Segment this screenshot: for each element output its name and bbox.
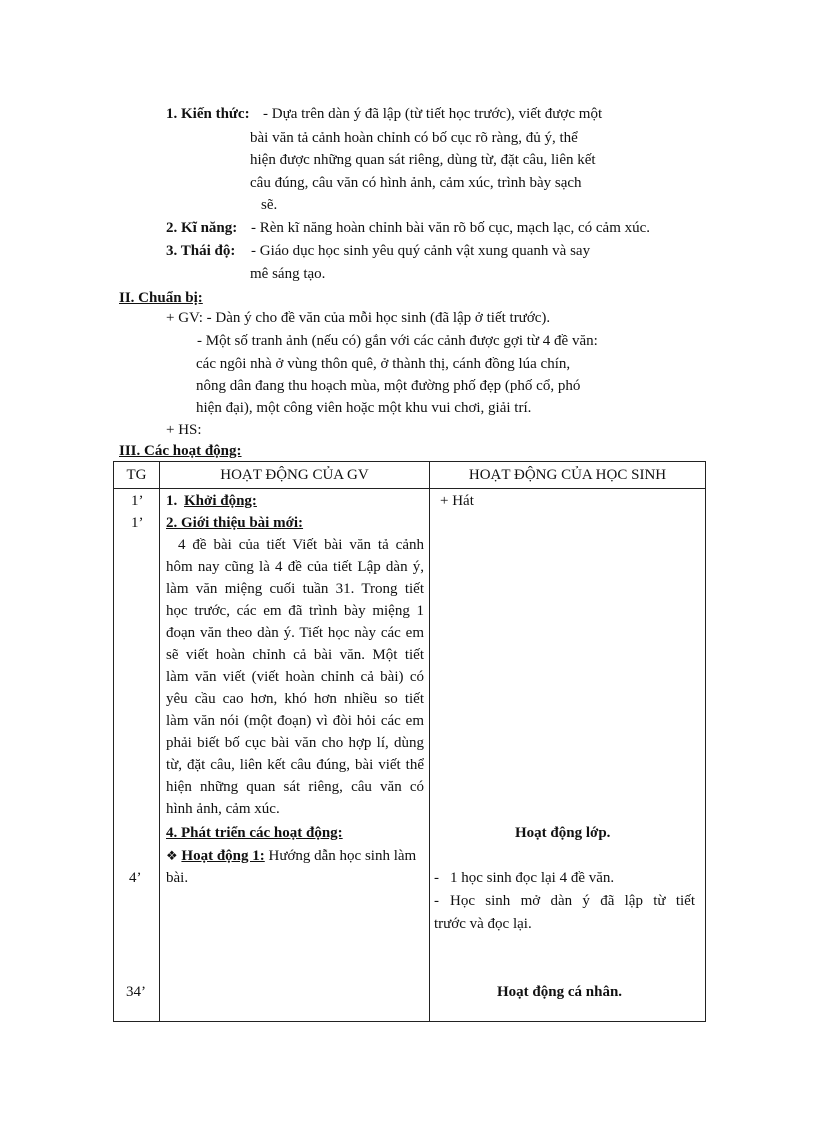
hs-class-activity: Hoạt động lớp.: [515, 825, 611, 841]
item-2-new-lesson: 2. Giới thiệu bài mới:: [166, 515, 304, 531]
knowledge-line-5: sẽ.: [261, 197, 278, 213]
activity-1-text: Hướng dẫn học sinh làm: [264, 848, 417, 864]
preparation-line-4: nông dân đang thu hoạch mùa, một đường phố đẹp (phố cổ, phó: [196, 378, 581, 394]
intro-line-3: làm văn miệng cuối tuần 31. Trong tiết: [166, 581, 424, 597]
intro-line-11: từ, đặt câu, liên kết câu đúng, bài viết thể: [166, 757, 424, 773]
intro-line-10: phải biết bố cục bài văn cho hợp lí, dùng: [166, 735, 424, 751]
preparation-heading: II. Chuẩn bị:: [119, 290, 203, 306]
time-cell: [114, 489, 160, 1022]
column-header-tg: TG: [114, 462, 160, 489]
skill-text: - Rèn kĩ năng hoàn chỉnh bài văn rõ bố cục, mạch lạc, có cảm xúc.: [251, 220, 651, 236]
column-header-teacher: HOẠT ĐỘNG CỦA GV: [160, 462, 430, 489]
knowledge-label: 1. Kiến thức:: [166, 106, 250, 122]
intro-line-9: làm văn nói (một đoạn) vì đòi hỏi các em: [166, 713, 424, 729]
hs-step2-b: trước và đọc lại.: [434, 916, 532, 932]
column-header-student: HOẠT ĐỘNG CỦA HỌC SINH: [430, 462, 706, 489]
attitude-line-1: - Giáo dục học sinh yêu quý cảnh vật xung quanh và say: [251, 243, 591, 259]
intro-line-7: làm văn viết (viết hoàn chỉnh cả bài) có: [166, 669, 424, 685]
activities-table: [113, 461, 706, 1022]
activity-1-label: Hoạt động 1:: [181, 848, 265, 864]
time-2: 1’: [131, 515, 144, 531]
hs-step1: 1 học sinh đọc lại 4 đề văn.: [450, 870, 615, 886]
hs-sing: + Hát: [440, 493, 474, 509]
hs-step2-a: Học sinh mở dàn ý đã lập từ tiết: [450, 893, 695, 909]
intro-line-2: hôm nay cũng là 4 đề của tiết Lập dàn ý,: [166, 559, 424, 575]
activities-heading: III. Các hoạt động:: [119, 443, 242, 459]
knowledge-line-2: bài văn tả cảnh hoàn chỉnh có bố cục rõ ràng, đủ ý, thể: [250, 130, 578, 146]
preparation-line-1: + GV: - Dàn ý cho đề văn của mỗi học sinh (đã lập ở tiết trước).: [166, 310, 551, 326]
diamond-bullet-icon: ❖: [166, 849, 178, 864]
time-1: 1’: [131, 493, 144, 509]
intro-line-8: yêu cầu cao hơn, khó hơn nhiều so tiết: [166, 691, 424, 707]
intro-line-13: hình ảnh, cảm xúc.: [166, 801, 280, 817]
preparation-line-2: - Một số tranh ảnh (nếu có) gắn với các cảnh được gợi từ 4 đề văn:: [197, 333, 598, 349]
item-1-number: 1.: [166, 493, 178, 509]
knowledge-line-3: hiện được những quan sát riêng, dùng từ, đặt câu, liên kết: [250, 152, 596, 168]
knowledge-line-1: - Dựa trên dàn ý đã lập (từ tiết học trước), viết được một: [263, 106, 603, 122]
activity-1-line: [166, 848, 416, 865]
table-header-row: [114, 462, 706, 489]
hs-step1-dash: -: [434, 870, 439, 886]
preparation-line-6: + HS:: [166, 422, 202, 438]
attitude-line-2: mê sáng tạo.: [250, 266, 326, 282]
preparation-line-5: hiện đại), một công viên hoặc một khu vui chơi, giải trí.: [196, 400, 532, 416]
knowledge-line-4: câu đúng, câu văn có hình ảnh, cảm xúc, trình bày sạch: [250, 175, 582, 191]
intro-line-4: học trước, các em đã trình bày miệng 1: [166, 603, 424, 619]
hs-step2-dash: -: [434, 893, 439, 909]
item-4-develop: 4. Phát triển các hoạt động:: [166, 825, 343, 841]
teacher-activity-cell: [160, 489, 430, 1022]
intro-line-12: hiện những quan sát riêng, câu văn có: [166, 779, 424, 795]
intro-line-1: 4 đề bài của tiết Viết bài văn tả cảnh: [178, 537, 424, 553]
intro-line-6: sẽ viết hoàn chỉnh cả bài văn. Một tiết: [166, 647, 424, 663]
attitude-label: 3. Thái độ:: [166, 243, 236, 259]
hs-individual-activity: Hoạt động cá nhân.: [497, 984, 623, 1000]
activity-1-text-cont: bài.: [166, 870, 189, 886]
skill-label: 2. Kĩ năng:: [166, 220, 238, 236]
table-body-row: [114, 489, 706, 1022]
time-3: 4’: [129, 870, 142, 886]
time-4: 34’: [126, 984, 146, 1000]
preparation-line-3: các ngôi nhà ở vùng thôn quê, ở thành thị, cánh đồng lúa chín,: [196, 356, 571, 372]
student-activity-cell: [430, 489, 706, 1022]
intro-line-5: đoạn văn theo dàn ý. Tiết học này các em: [166, 625, 424, 641]
item-1-warmup: Khởi động:: [184, 493, 257, 509]
